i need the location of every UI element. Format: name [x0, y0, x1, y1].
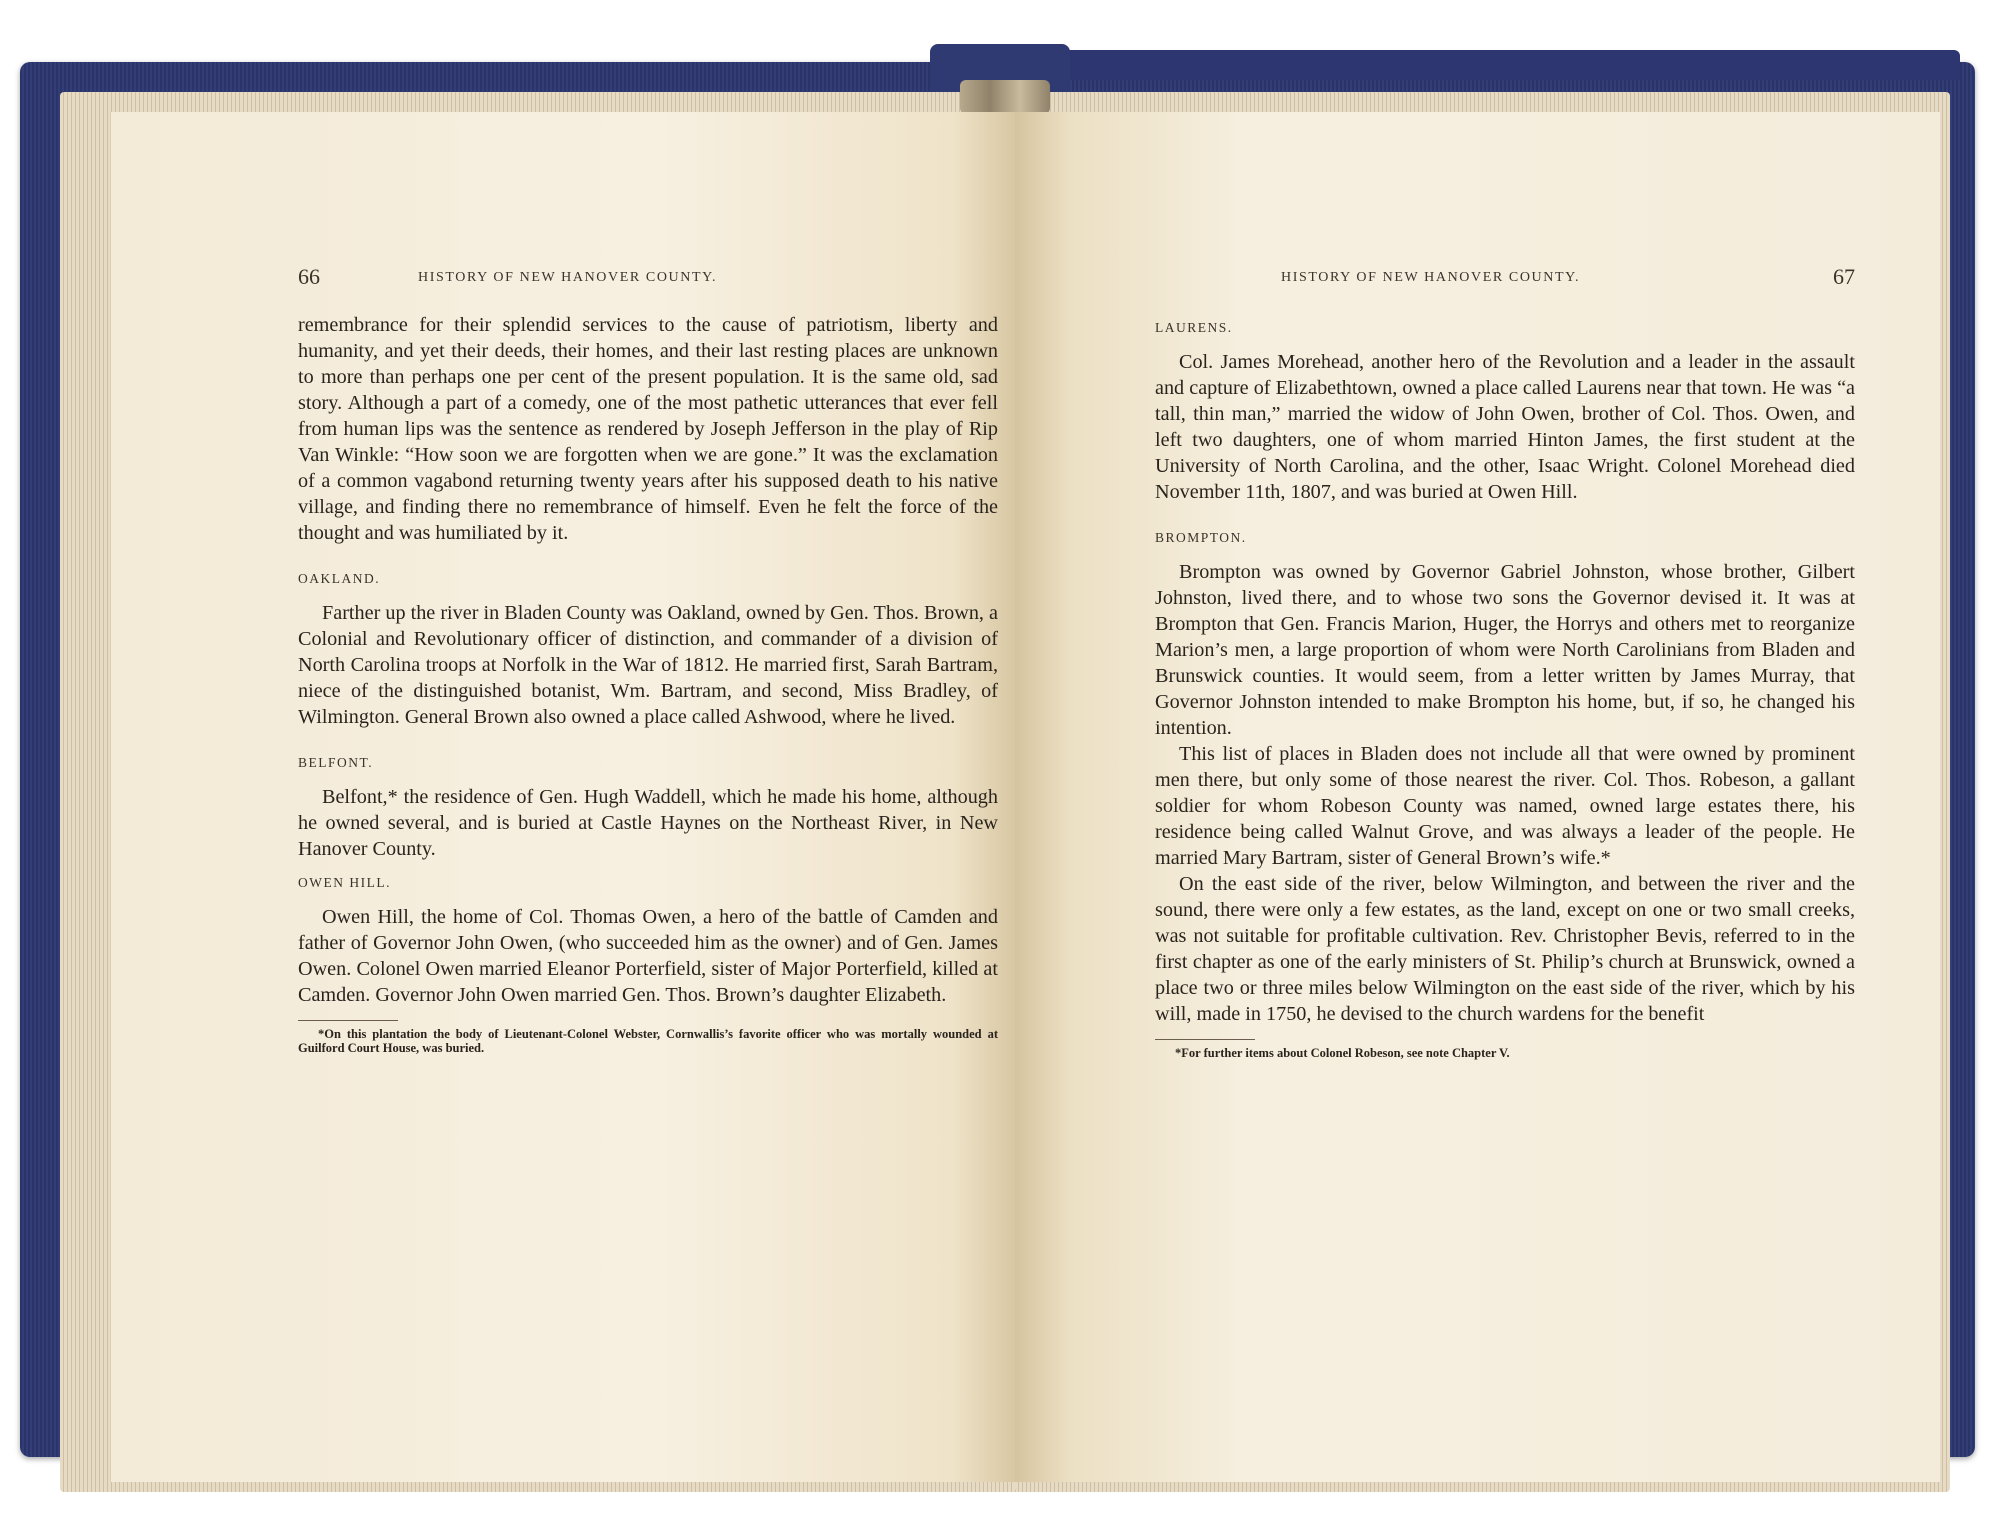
section-title-laurens: LAURENS. [1155, 320, 1233, 335]
section-title-belfont: BELFONT. [298, 755, 374, 770]
section-text-east-side: On the east side of the river, below Wilmington, and between the river and the sound, there were only a few estates, as the land, except on one or two small creeks, was not suitable for profitable cultivation. Rev. Christopher Bevis, referred to in the first chapter as one of the early ministers of St. Philip’s church at Brunswick, owned a place two or three miles below Wilmington on the east side of the river, which by his will, made in 1750, he devised to the church wardens for the benefit [1155, 873, 1855, 1025]
left-page [110, 112, 1015, 1482]
footnote: *On this plantation the body of Lieutenant-Colonel Webster, Cornwallis’s favorite officer who was mortally wounded at Guilford Court House, was buried. [298, 1027, 998, 1055]
continued-paragraph: remembrance for their splendid services to the cause of patriotism, liberty and humanity, and yet their deeds, their homes, and their last resting places are unknown to more than perhaps one per cent of the present population. It is the same old, sad story. Although a part of a comedy, one of the most pathetic utterances that ever fell from human lips was the sentence as rendered by Joseph Jefferson in the play of Rip Van Winkle: “How soon we are forgotten when we are gone.” It was the exclamation of a common vagabond returning twenty years after his supposed death to his native village, and finding there no remembrance of himself. Even he felt the force of the thought and was humiliated by it. [298, 314, 998, 544]
right-page-body [1155, 317, 1855, 1060]
left-page-body [298, 312, 998, 1055]
section-text-oakland: Farther up the river in Bladen County was Oakland, owned by Gen. Thos. Brown, a Colonial and Revolutionary officer of distinction, and commander of a division of North Carolina troops at Norfolk in the War of 1812. He married first, Sarah Bartram, niece of the distinguished botanist, Wm. Bartram, and second, Miss Bradley, of Wilmington. General Brown also owned a place called Ashwood, where he lived. [298, 602, 998, 728]
section-text-bladen-list: This list of places in Bladen does not include all that were owned by prominent men there, but only some of those nearest the river. Col. Thos. Robeson, a gallant soldier for whom Robeson County was named, owned large estates there, his residence being called Walnut Grove, and was always a leader of the people. He married Mary Bartram, sister of General Brown’s wife.* [1155, 743, 1855, 869]
cover-top-edge [1060, 50, 1960, 80]
page-number: 67 [1833, 264, 1855, 289]
footnote-rule [1155, 1039, 1255, 1040]
running-head: HISTORY OF NEW HANOVER COUNTY. [418, 270, 718, 285]
section-text-laurens: Col. James Morehead, another hero of the Revolution and a leader in the assault and capture of Elizabethtown, owned a place called Laurens near that town. He was “a tall, thin man,” married the widow of John Owen, brother of Col. Thos. Owen, and left two daughters, one of whom married Hinton James, the first student at the University of North Carolina, and the other, Isaac Wright. Colonel Morehead died November 11th, 1807, and was buried at Owen Hill. [1155, 351, 1855, 503]
section-title-owen-hill: OWEN HILL. [298, 875, 391, 890]
running-head: HISTORY OF NEW HANOVER COUNTY. [1281, 270, 1581, 285]
footnote-rule [298, 1020, 398, 1021]
section-text-belfont: Belfont,* the residence of Gen. Hugh Waddell, which he made his home, although he owned several, and is buried at Castle Haynes on the Northeast River, in New Hanover County. [298, 786, 998, 860]
section-title-oakland: OAKLAND. [298, 571, 381, 586]
page-number: 66 [298, 264, 320, 289]
section-title-brompton: BROMPTON. [1155, 530, 1247, 545]
headband [960, 80, 1050, 114]
section-text-brompton: Brompton was owned by Governor Gabriel Johnston, whose brother, Gilbert Johnston, lived there, and to whose two sons the Governor devised it. It was at Brompton that Gen. Francis Marion, Huger, the Horrys and others met to reorganize Marion’s men, a large proportion of whom were North Carolinians from Bladen and Brunswick counties. It would seem, from a letter written by James Murray, that Governor Johnston intended to make Brompton his home, but, if so, he changed his intention. [1155, 561, 1855, 739]
footnote: *For further items about Colonel Robeson, see note Chapter V. [1175, 1046, 1510, 1060]
right-page [1015, 112, 1940, 1482]
section-text-owen-hill: Owen Hill, the home of Col. Thomas Owen, a hero of the battle of Camden and father of Governor John Owen, (who succeeded him as the owner) and of Gen. James Owen. Colonel Owen married Eleanor Porterfield, sister of Major Porterfield, killed at Camden. Governor John Owen married Gen. Thos. Brown’s daughter Elizabeth. [298, 906, 998, 1006]
